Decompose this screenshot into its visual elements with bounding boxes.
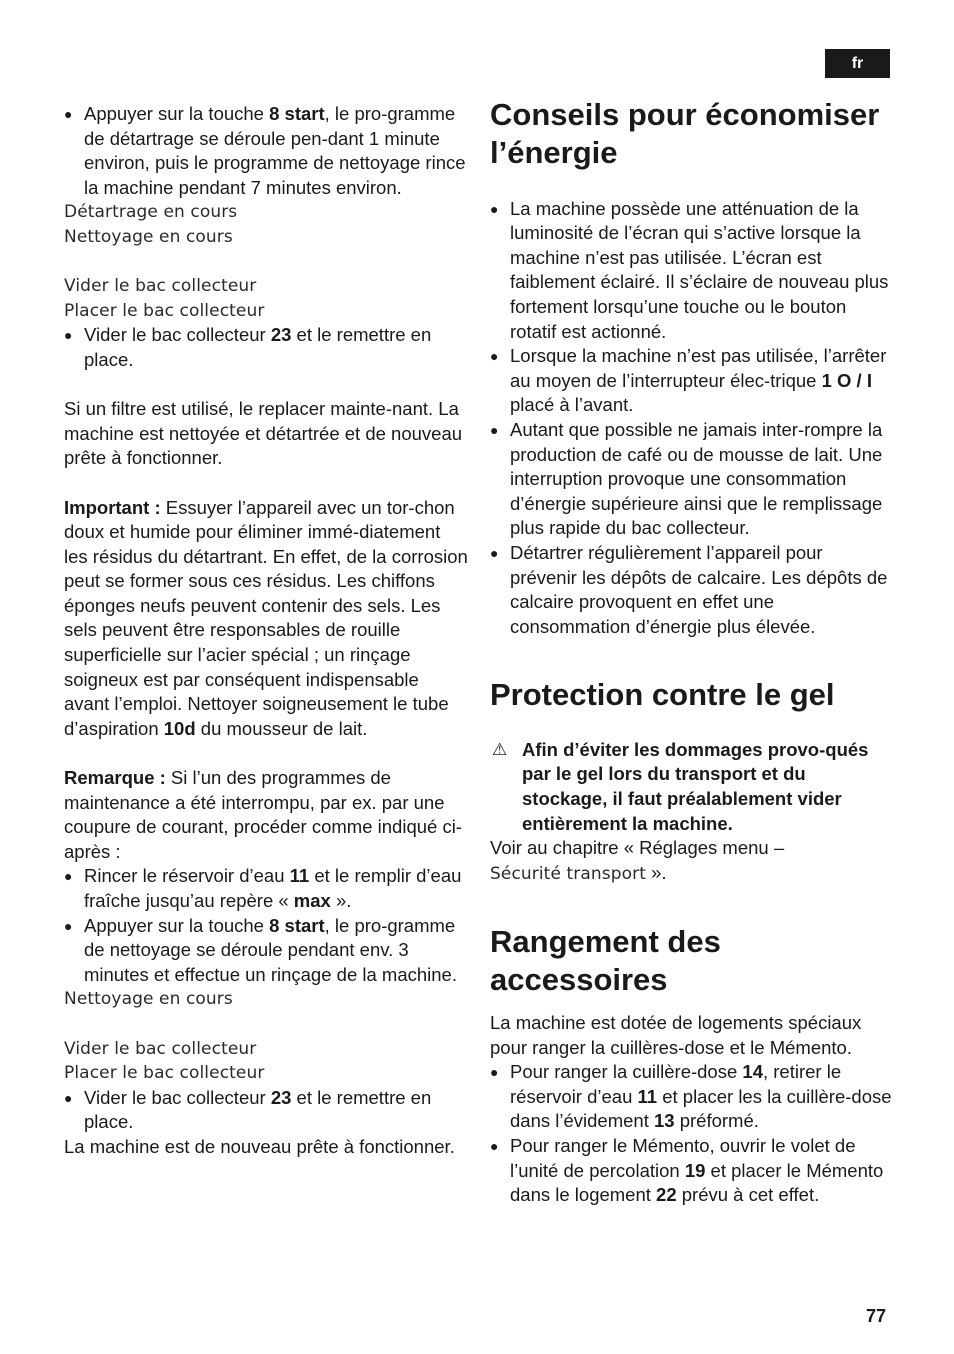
important-note: Important : Essuyer l’appareil avec un tor-chon doux et humide pour éliminer immé-diatement les résidus du détartrant. En effet, de la corrosion peut se former sous ces résidus. Les chiffons éponges neufs peuvent contenir des sels. Les sels peuvent être responsables de rouille superficielle sur l’acier spécial ; un rinçage soigneux est par conséquent indispensable avant l’emploi. Nettoyer soigneusement le tube d’aspiration 10d du mousseur de lait.	[64, 496, 468, 739]
display-message: Vider le bac collecteur	[64, 1038, 257, 1059]
language-badge: fr	[825, 49, 890, 78]
paragraph: Si un filtre est utilisé, le replacer mainte-nant. La machine est nettoyée et détartrée et de nouveau prête à fonctionner.	[64, 398, 463, 469]
list-item: ● Vider le bac collecteur 23 et le remettre en place.	[64, 323, 468, 372]
display-message: Nettoyage en cours	[64, 989, 233, 1010]
left-column	[64, 102, 468, 1160]
section-heading-storage: Rangement des accessoires	[490, 924, 721, 998]
list-item: ● Détartrer régulièrement l’appareil pour prévenir les dépôts de calcaire. Les dépôts de calcaire provoquent en effet une consommation d’énergie plus élevée.	[490, 541, 894, 639]
list-item: ● Appuyer sur la touche 8 start, le pro-gramme de nettoyage se déroule pendant env. 3 minutes et effectue un rinçage de la machine.	[64, 914, 468, 988]
display-message: Nettoyage en cours	[64, 226, 233, 247]
remark-note: Remarque : Si l’un des programmes de maintenance a été interrompu, par ex. par une coupure de courant, procéder comme indiqué ci-après :	[64, 767, 462, 862]
section-heading-frost: Protection contre le gel	[490, 676, 835, 712]
display-message: Vider le bac collecteur	[64, 276, 257, 297]
page-number: 77	[866, 1306, 887, 1326]
warning-icon: ⚠	[492, 739, 508, 759]
list-item: ● Vider le bac collecteur 23 et le remettre en place.	[64, 1086, 468, 1135]
list-item: ● La machine possède une atténuation de la luminosité de l’écran qui s’active lorsque la machine n’est pas utilisée. L’écran est faiblement éclairé. Il s’éclaire de nouveau plus fortement lorsqu’une touche ou le bouton rotatif est actionné.	[490, 197, 894, 345]
display-message: Détartrage en cours	[64, 202, 238, 223]
list-item: ● Lorsque la machine n’est pas utilisée, l’arrêter au moyen de l’interrupteur élec-trique 1 O / I placé à l’avant.	[490, 344, 894, 418]
right-column	[490, 96, 894, 1208]
display-message: Placer le bac collecteur	[64, 1063, 265, 1084]
warning-note: ⚠ Afin d’éviter les dommages provo-qués par le gel lors du transport et du stockage, il faut préalablement vider entièrement la machine.	[492, 738, 869, 834]
display-message: Placer le bac collecteur	[64, 300, 265, 321]
paragraph: Voir au chapitre « Réglages menu –	[490, 837, 785, 859]
list-item: ● Pour ranger la cuillère-dose 14, retirer le réservoir d’eau 11 et placer les la cuillère-dose dans l’évidement 13 préformé.	[490, 1060, 894, 1134]
list-item: ● Appuyer sur la touche 8 start, le pro-gramme de détartrage se déroule pen-dant 1 minute environ, puis le programme de nettoyage rince la machine pendant 7 minutes environ.	[64, 102, 468, 200]
paragraph: La machine est dotée de logements spéciaux pour ranger la cuillères-dose et le Mémento.	[490, 1012, 862, 1058]
section-heading-energy: Conseils pour économiser l’énergie	[490, 97, 880, 170]
paragraph: Sécurité transport ».	[490, 861, 667, 884]
list-item: ● Autant que possible ne jamais inter-rompre la production de café ou de mousse de lait. Une interruption provoque une consommation d’énergie supérieure ainsi que le remplissage plus rapide du bac collecteur.	[490, 418, 894, 541]
list-item: ● Rincer le réservoir d’eau 11 et le remplir d’eau fraîche jusqu’au repère « max ».	[64, 864, 468, 913]
list-item: ● Pour ranger le Mémento, ouvrir le volet de l’unité de percolation 19 et placer le Mémento dans le logement 22 prévu à cet effet.	[490, 1134, 894, 1208]
paragraph: La machine est de nouveau prête à fonctionner.	[64, 1135, 455, 1157]
